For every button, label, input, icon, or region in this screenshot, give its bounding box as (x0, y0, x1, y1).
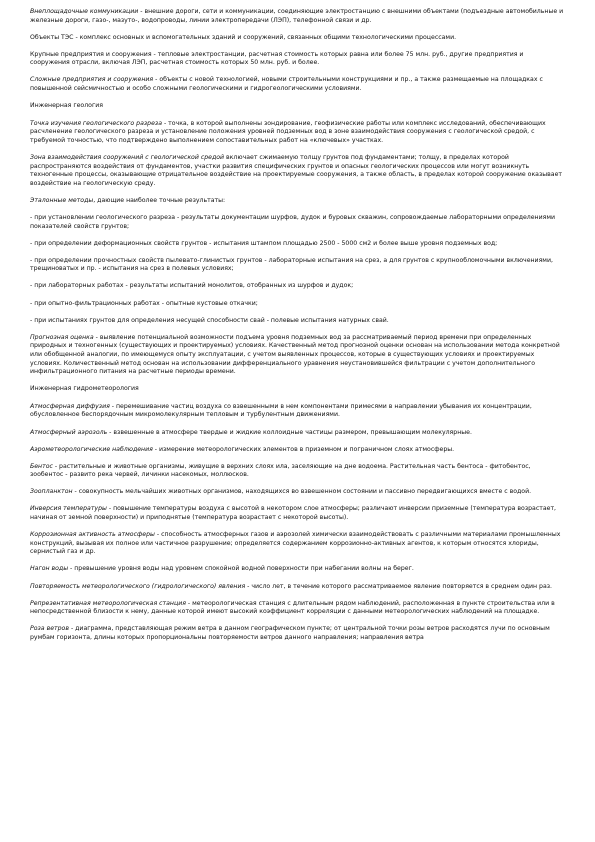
term: Коррозионная активность атмосферы (30, 531, 155, 539)
term: Роза ветров (30, 625, 69, 633)
paragraph-water-surge (30, 565, 565, 574)
definition: - способность атмосферных газов и аэрозолей химически взаимодействовать с различными материалами промышленных конструкций, вызывая их полное или частичное разрушение; определяется содержанием коррозионно-активных агентов, к которым относятся хлориды, сернистый газ и др. (30, 531, 561, 556)
list-item (30, 317, 565, 326)
list-item (30, 282, 565, 291)
paragraph-offsite-communications (30, 8, 565, 25)
term: Бентос (30, 462, 53, 470)
list-item (30, 214, 565, 231)
definition: - при лабораторных работах - результаты испытаний монолитов, отобранных из шурфов и дудок; (30, 282, 354, 290)
term: Зоопланктон (30, 488, 73, 496)
definition: , дающие наиболее точные результаты: (93, 196, 226, 204)
paragraph-atmospheric-diffusion (30, 403, 565, 420)
list-item (30, 300, 565, 309)
definition: - при опытно-фильтрационных работах - опытные кустовые откачки; (30, 299, 258, 307)
definition: - при установлении геологического разреза - результаты документации шурфов, дудок и буровых скважин, сопровождаемые лабораторными определениями показателей свойств грунтов; (30, 214, 556, 230)
paragraph-benthos (30, 463, 565, 480)
paragraph-complex-enterprises (30, 76, 565, 93)
term: Прогнозная оценка (30, 333, 94, 341)
term: Точка изучения геологического разреза (30, 119, 162, 127)
paragraph-recurrence (30, 583, 565, 592)
paragraph-temperature-inversion (30, 505, 565, 522)
term: Сложные предприятия и сооружения (30, 76, 154, 84)
definition: - диаграмма, представляющая режим ветра в данном географическом пункте; от центральной точки розы ветров расходятся лучи по основным румбам горизонта, длины которых пропорциональны повторяемости ветров данного направления; направления ветра (30, 625, 550, 641)
term: Инверсия температуры (30, 505, 107, 513)
definition: - точка, в которой выполнены зондирование, геофизические работы или комплекс исследований, обеспечивающих расчленение геологического разреза и установление положения уровней подземных вод в зоне взаимодействия сооружения с геологической средой, с требуемой точностью, что подтверждено выполнением сопоставительных работ на «ключевых» участках. (30, 119, 546, 144)
definition: - при определении прочностных свойств пылевато-глинистых грунтов - лабораторные испытания на срез, а для грунтов с крупнообломочными включениями, трещиноватых и пр. - испытания на срез в полевых условиях; (30, 256, 553, 273)
definition: - внешние дороги, сети и коммуникации, соединяющие электростанцию с внешними объектами (подъездные автомобильные и железные дороги, газо-, мазуто-, водопроводы, линии электропередачи (ЛЭП), телефонной связи и др. (30, 8, 564, 24)
definition: включает сжимаемую толщу грунтов под фундаментами; толщу, в пределах которой распространяются воздействия от фундаментов, участки развития специфических грунтов и опасных геологических процессов или могут возникнуть техногенные процессы, оказывающие отрицательное воздействие на проектируемые сооружения, а также область, в пределах которой сооружение оказывает воздействие на геологическую среду. (30, 154, 562, 187)
paragraph-wind-rose (30, 625, 565, 642)
definition: - при определении деформационных свойств грунтов - испытания штампом площадью 2500 - 5000 см2 и более выше уровня подземных вод; (30, 239, 498, 247)
definition: - выявление потенциальной возможности подъема уровня подземных вод за рассматриваемый период времени при определенных природных и техногенных (существующих и проектируемых) условиях. Качественный метод прогнозной оценки основан на использовании метода конкретной или обобщенной аналогии, по имеющемуся опыту эксплуатации, с учетом выявленных процессов, которые в существующих условиях и проектируемых условиях. Количественный метод основан на использовании дифференциального уравнения неустановившейся фильтрации с учетом дополнительного инфильтрационного питания на расчетные периоды времени. (30, 333, 560, 376)
definition: - число лет, в течение которого рассматриваемое явление повторяется в среднем один раз. (245, 582, 553, 590)
definition: - объекты с новой технологией, новыми строительными конструкциями и пр., а также размещаемые на площадках с повышенной сейсмичностью и особо сложными геологическими и гидрогеологическими условиями. (30, 76, 543, 93)
definition: - метеорологическая станция с длительным рядом наблюдений, расположенная в пункте строительства или в непосредственной близости к нему, данные которой имеют высокий коэффициент корреляции с данными метеорологических наблюдений на площадке. (30, 599, 555, 616)
paragraph-large-enterprises (30, 51, 565, 68)
paragraph-representative-station (30, 600, 565, 617)
definition: - перемешивание частиц воздуха со взвешенными в нем компонентами примесями в направлении убывания их концентрации, обусловленное беспорядочным микромолекулярным тепловым и турбулентным движениями. (30, 402, 532, 419)
definition: - при испытаниях грунтов для определения несущей способности свай - полевые испытания натурных свай. (30, 316, 389, 324)
paragraph-aerometeorological-observations (30, 446, 565, 455)
definition: - совокупность мельчайших животных организмов, находящихся во взвешенном состоянии и пассивно передвигающихся вместе с водой. (72, 488, 532, 496)
paragraph-reference-methods (30, 197, 565, 206)
definition: Объекты ТЭС - комплекс основных и вспомогательных зданий и сооружений, связанных общими технологическими процессами. (30, 33, 457, 41)
term: Атмосферный аэрозоль (30, 428, 108, 436)
term: Атмосферная диффузия (30, 402, 110, 410)
paragraph-tps-objects (30, 34, 565, 43)
definition: - превышение уровня воды над уровнем спокойной водной поверхности при набегании волны на берег. (68, 565, 414, 573)
section-heading-hydrometeorology: Инженерная гидрометеорология (30, 385, 139, 393)
definition: - растительные и животные организмы, живущие в верхних слоях ила, заселяющие на дне водоема. Растительная часть бентоса - фитобентос, зообентос - развито река червей, личинки насекомых, моллюсков. (30, 462, 531, 479)
definition: - повышение температуры воздуха с высотой в некотором слое атмосферы; различают инверсии приземные (температура возрастает, начиная от земной поверхности) и приподнятые (температура возрастает с некоторой высоты). (30, 505, 557, 522)
term: Аэрометеорологические наблюдения (30, 445, 153, 453)
section-heading-engineering-geology: Инженерная геология (30, 102, 103, 110)
paragraph-atmospheric-aerosol (30, 429, 565, 438)
paragraph-forecast-assessment (30, 334, 565, 377)
term: Репрезентативная метеорологическая станция (30, 599, 186, 607)
term: Эталонные методы (30, 196, 94, 204)
list-item (30, 257, 565, 274)
list-item (30, 240, 565, 249)
definition: Крупные предприятия и сооружения - тепловые электростанции, расчетная стоимость которых равна или более 75 млн. руб., другие предприятия и сооружения отрасли, включая ЛЭП, расчетная стоимость которых 50 млн. руб. и более. (30, 50, 524, 67)
term: Внеплощадочные коммуникации (30, 8, 139, 15)
term: Нагон воды (30, 565, 69, 573)
term: Повторяемость метеорологического (гидрологического) явления (30, 582, 246, 590)
paragraph-zooplankton (30, 488, 565, 497)
definition: - измерение метеорологических элементов в приземном и пограничном слоях атмосферы. (152, 445, 455, 453)
paragraph-corrosive-activity (30, 531, 565, 557)
definition: - взвешенные в атмосфере твердые и жидкие коллоидные частицы размером, превышающим молекулярные. (107, 428, 472, 436)
paragraph-study-point (30, 120, 565, 146)
paragraph-interaction-zone (30, 154, 565, 188)
term: Зона взаимодействия сооружений с геологической средой (30, 154, 225, 162)
